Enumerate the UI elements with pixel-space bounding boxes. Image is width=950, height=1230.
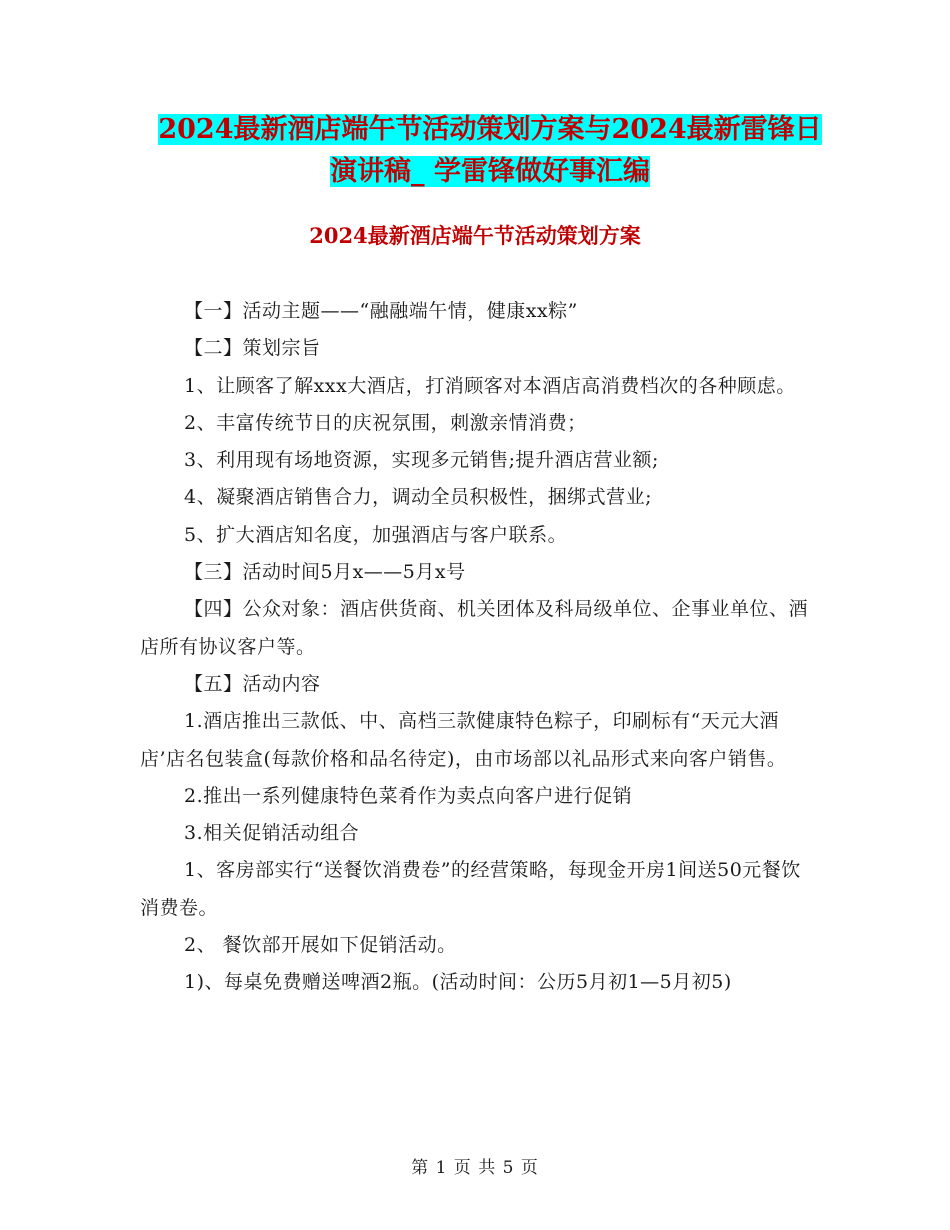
paragraph: 2、 餐饮部开展如下促销活动。	[184, 934, 457, 957]
document-title-line-2: 演讲稿_ 学雷锋做好事汇编	[330, 156, 650, 187]
paragraph: 1、让顾客了解xxx大酒店，打消顾客对本酒店高消费档次的各种顾虑。	[184, 374, 796, 397]
document-body	[140, 293, 810, 1002]
paragraph: 2.推出一系列健康特色菜肴作为卖点向客户进行促销	[184, 784, 633, 807]
paragraph: 【五】活动内容	[184, 672, 321, 695]
paragraph: 1)、每桌免费赠送啤酒2瓶。(活动时间：公历5月初1—5月初5)	[184, 971, 732, 994]
paragraph: 【一】活动主题——“融融端午情，健康xx粽”	[184, 300, 578, 322]
paragraph: 5、扩大酒店知名度，加强酒店与客户联系。	[184, 523, 568, 546]
paragraph: 【四】公众对象：酒店供货商、机关团体及科局级单位、企事业单位、酒店所有协议客户等。	[140, 598, 809, 658]
section-title: 2024最新酒店端午节活动策划方案	[309, 223, 641, 248]
document-title-line-1: 2024最新酒店端午节活动策划方案与2024最新雷锋日	[158, 114, 822, 145]
paragraph: 1、客房部实行“送餐饮消费卷”的经营策略，每现金开房1间送50元餐饮消费卷。	[140, 859, 801, 919]
paragraph: 4、凝聚酒店销售合力，调动全员积极性，捆绑式营业;	[184, 486, 652, 509]
paragraph: 1.酒店推出三款低、中、高档三款健康特色粽子，印刷标有“天元大酒店’店名包装盒(每款价格和品名待定)，由市场部以礼品形式来向客户销售。	[140, 710, 787, 770]
paragraph: 【二】策划宗旨	[184, 337, 321, 360]
page-footer: 第 1 页 共 5 页	[411, 1158, 539, 1178]
paragraph: 2、丰富传统节日的庆祝氛围，刺激亲情消费；	[184, 411, 587, 434]
paragraph: 3.相关促销活动组合	[184, 822, 360, 845]
paragraph: 3、利用现有场地资源，实现多元销售;提升酒店营业额;	[184, 449, 659, 472]
paragraph: 【三】活动时间5月x——5月x号	[184, 561, 466, 584]
